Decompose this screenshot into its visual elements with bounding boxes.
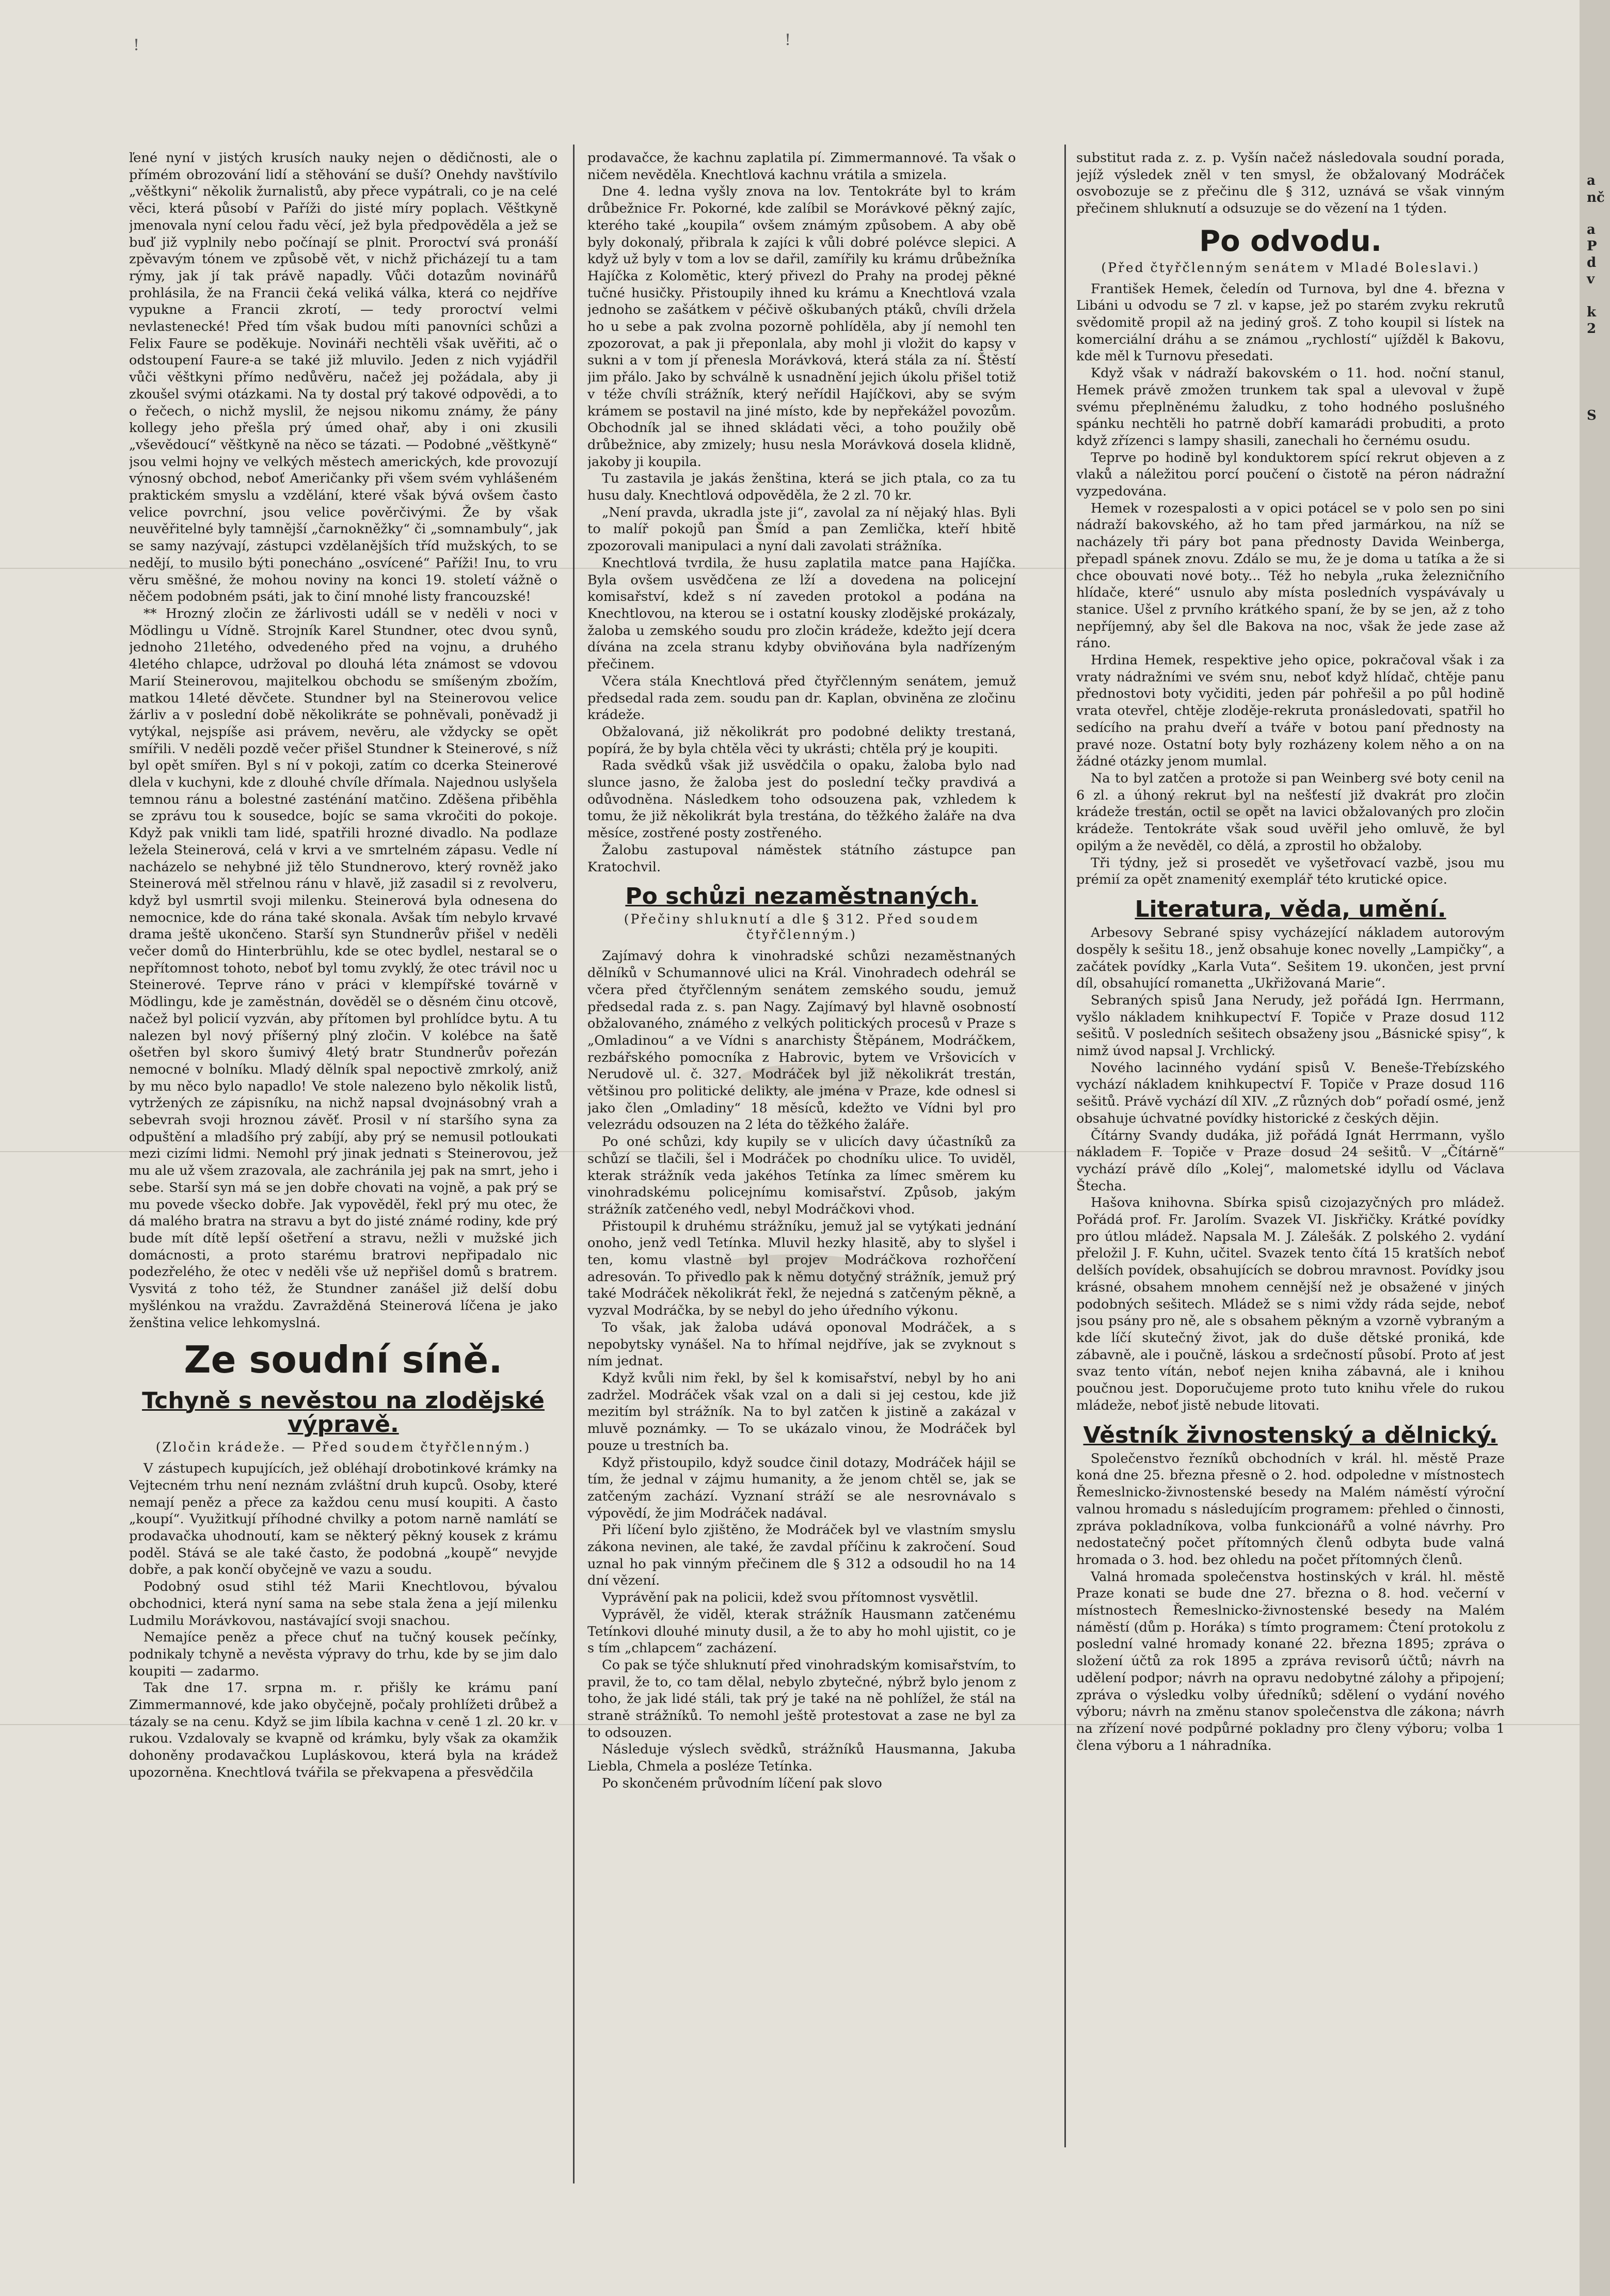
edge-fragment: 2 — [1587, 321, 1597, 337]
article-paragraph: Čítárny Svandy dudáka, již pořádá Ignát Herrmann, vyšlo nákladem F. Topiče v Praze dosud 24 sešitů. V „Čítárně“ vychází právě dílo „Kolej“, malometské idyllu od Václava Štecha. — [1076, 1127, 1505, 1194]
article-paragraph: Na to byl zatčen a protože si pan Weinberg své boty cenil na 6 zl. a úhoný rekrut byl na nešťestí již dvakrát pro zločin krádeže trestán, octil se opět na lavici obžalovaných pro zločin krádeže. Tentokráte však soud uvěřil jeho omluvě, že byl opilým a že nevěděl, co dělá, a zprostil ho obžaloby. — [1076, 771, 1505, 854]
column-left — [129, 150, 557, 2240]
article-paragraph: Tu zastavila je jakás ženština, která se jich ptala, co za tu husu daly. Knechtlová odpověděla, že 2 zl. 70 kr. — [587, 471, 1016, 504]
article-paragraph: Hašova knihovna. Sbírka spisů cizojazyčných pro mládež. Pořádá prof. Fr. Jarolím. Svazek VI. Jiskřičky. Krátké povídky pro útlou mládež. Napsala M. J. Zálešák. Z polského 2. vydání přeložil J. F. Kuhn, učitel. Svazek tento čítá 15 kratších neboť delších povídek, obsahujících se dobrou mravnost. Povídky jsou krásné, obsahem mnohem cennější než je obsažené v jiných podobných sešitech. Mládež se s nimi vždy ráda sejde, neboť jsou psány pro ně, ale s obsahem pěkným a vzorně vybraným a kde líčí skutečný život, jak do duše dětské proniká, kde zábavně, ale i poučně, láskou a srdečností působí. Proto ať jest svaz tento vítán, neboť nejen kniha zábavná, ale i knihou poučnou jest. Doporučujeme proto tuto knihu vřele do rukou mládeže, neboť jistě nebude litovati. — [1076, 1195, 1505, 1413]
article-paragraph: substitut rada z. z. p. Vyšín načež následovala soudní porada, jejíž výsledek zněl v ten smysl, že obžalovaný Modráček osvobozuje se z přečinu dle § 312, uznává se však vinným přečinem shluknutí a odsuzuje se do vězení na 1 týden. — [1076, 150, 1505, 217]
article-paragraph: Po oné schůzi, kdy kupily se v ulicích davy účastníků za schůzí se tlačili, šel i Modráček po chodníku ulice. To uviděl, kterak strážník veda jakéhos Tetínka za límec směrem ku vinohradskému policejnímu komisařství. Způsob, jakým strážník zatčeného vedl, nebyl Modráčkovi vhod. — [587, 1134, 1016, 1217]
article-paragraph: prodavačce, že kachnu zaplatila pí. Zimmermannové. Ta však o ničem nevěděla. Knechtlová kachnu vrátila a smizela. — [587, 150, 1016, 183]
article-paragraph: Podobný osud stihl též Marii Knechtlovou, bývalou obchodnici, která nyní sama na sebe stala žena a její milenku Ludmilu Morávkovou, nastávající svoji snachou. — [129, 1579, 557, 1629]
article-paragraph: Když však v nádraží bakovském o 11. hod. noční stanul, Hemek právě zmožen trunkem tak spal a ulevoval v župě svému přeplněnému žaludku, z toho hodného poslušného spánku nechtěli ho patrně dobří kamarádi probuditi, a proto když zřízenci s lampy shasili, zanechali ho černému osudu. — [1076, 365, 1505, 449]
article-paragraph: Hemek v rozespalosti a v opici potácel se v polo sen po sini nádraží bakovského, až ho tam před jarmárkou, na níž se nacházely tři páry bot pana přednosty Davida Weinberga, přepadl spánek znovu. Zdálo se mu, že je doma u tatíka a že si chce obouvati nové boty... Též ho nebyla „ruka železničního hlídače, které“ usnulo aby místa posledních vyspávávaly u stanice. Ušel z prvního krátkého spaní, že by se jen, až z toho nepříjemný, aby šel dle Bakova na noc, však že jede zase až ráno. — [1076, 500, 1505, 651]
article-subheading: (Přečiny shluknutí a dle § 312. Před soudem čtyřčlenným.) — [624, 912, 980, 943]
adjacent-page-edge — [1580, 0, 1610, 2296]
article-paragraph: Teprve po hodině byl konduktorem spící rekrut objeven a z vlaků a náležitou porcí poučení o čistotě na péron nádražní vyzpedována. — [1076, 450, 1505, 500]
article-paragraph: Nového lacinného vydání spisů V. Beneše-Třebízského vychází nákladem knihkupectví F. Topiče v Praze dosud 116 sešitů. Právě vychází díl XIV. „Z různých dob“ pořadí osmé, jenž obsahuje úchvatné povídky historické z českých dějin. — [1076, 1060, 1505, 1126]
margin-mark: ! — [785, 31, 791, 49]
article-paragraph: Tak dne 17. srpna m. r. přišly ke krámu paní Zimmermannové, kde jako obyčejně, počaly prohlížeti drůbež a tázaly se na cenu. Když se jim líbila kachna v ceně 1 zl. 20 kr. v rukou. Vzdalovaly se kvapně od krámku, byly však za okamžik dohoněny prodavačkou Lupláskovou, která byla na krádež upozorněna. Knechtlová tvářila se překvapena a přesvědčila — [129, 1680, 557, 1780]
edge-fragment: a — [1587, 222, 1596, 237]
article-paragraph: Při líčení bylo zjištěno, že Modráček byl ve vlastním smyslu zákona nevinen, ale také, že zavdal příčinu k zakročení. Soud uznal ho pak vinným přečinem dle § 312 a odsoudil ho na 14 dní vězení. — [587, 1522, 1016, 1589]
article-paragraph: Obžalovaná, již několikrát pro podobné delikty trestaná, popírá, že by byla chtěla věci ty ukrásti; chtěla prý je koupiti. — [587, 724, 1016, 757]
article-paragraph: Rada svědků však již usvědčila o opaku, žaloba bylo nad slunce jasno, že žaloba jest do poslední tečky pravdivá a odůvodněna. Následkem toho odsouzena pak, vzhledem k tomu, že již několikrát byla trestána, do těžkého žaláře na dva měsíce, zostřené posty zostřeného. — [587, 758, 1016, 841]
article-subheading: (Zločin krádeže. — Před soudem čtyřčlenným.) — [155, 1440, 531, 1455]
article-heading: Tchyně s nevěstou na zlodějské výpravě. — [142, 1387, 545, 1438]
article-paragraph: Vyprávěl, že viděl, kterak strážník Hausmann zatčenému Tetínkovi dlouhé minuty dusil, a že to aby ho mohl ujistit, co je s tím „chlapcem“ zacházení. — [587, 1606, 1016, 1656]
edge-fragment: P — [1587, 238, 1597, 254]
column-rule — [573, 145, 575, 2183]
article-heading: Po schůzi nezaměstnaných. — [625, 883, 978, 910]
edge-fragment: k — [1587, 305, 1597, 320]
article-paragraph: Když přistoupilo, když soudce činil dotazy, Modráček hájil se tím, že jednal v zájmu humanity, a že jenom chtěl se, jak se zatčeným zachází. Vyznaní stráží se ale nesrovnávalo s výpovědí, že jim Modráček nadával. — [587, 1455, 1016, 1521]
article-paragraph: Valná hromada společenstva hostinských v král. hl. městě Praze konati se bude dne 27. března o 8. hod. večerní v místnostech Řemeslnicko-živnostenské besedy na Malém náměstí (dům p. Horáka) s tímto programem: Čtení protokolu z poslední valné hromady konané 22. března 1895; zpráva o složení účtů za rok 1895 a zpráva revisorů účtů; návrh na udělení podpor; návrh na opravu nedobytné zálohy a připojení; zpráva o výsledku volby úředníků; sdělení o vydání nového výboru; návrh na změnu stanov společenstva dle zákona; návrh na zřízení nové podpůrné pokladny pro členy výboru; volba 1 člena výboru a 1 náhradníka. — [1076, 1569, 1505, 1753]
article-paragraph: Nemajíce peněz a přece chuť na tučný kousek pečínky, podnikaly tchyně a nevěsta výpravy do trhu, kde by se jim dalo koupiti — zadarmo. — [129, 1630, 557, 1679]
article-paragraph: Přistoupil k druhému strážníku, jemuž jal se vytýkati jednání onoho, jenž vedl Tetínka. Mluvil hezky hlasitě, aby to slyšel i ten, komu vlastně byl projev Modráčkova rozhořčení adresován. To přivedlo pak k němu dotyčný strážník, jemuž prý také Modráček několikrát řekl, že nejedná s zatčeným pěkně, a vyzval Modráčka, by se nebyl do jeho úředního výkonu. — [587, 1218, 1016, 1319]
article-paragraph: Společenstvo řezníků obchodních v král. hl. městě Praze koná dne 25. března přesně o 2. hod. odpoledne v místnostech Řemeslnicko-živnostenské besedy na Malém náměstí výroční valnou hromadu s následujícím programem: přehled o činnosti, zpráva pokladníkova, volba funkcionářů a volné návrhy. Pro nedostatečný počet přítomných členů odbyta bude valná hromada o 3. hod. bez ohledu na počet přítomných členů. — [1076, 1450, 1505, 1568]
article-paragraph: Následuje výslech svědků, strážníků Hausmanna, Jakuba Liebla, Chmela a posléze Tetínka. — [587, 1742, 1016, 1775]
column-rule — [1064, 145, 1066, 2147]
margin-mark: ! — [133, 36, 140, 54]
article-heading: Po odvodu. — [1199, 224, 1382, 258]
article-subheading: (Před čtyřčlenným senátem v Mladé Boleslavi.) — [1101, 260, 1480, 275]
article-paragraph: Hrdina Hemek, respektive jeho opice, pokračoval však i za vraty nádražními ve svém snu, neboť když hlídač, chtěje panu přednostovi boty vyčiditi, jeden pár pohřešil a po půl hodině vrata otevřel, chtěje zloděje-rekruta pronásledovati, spatřil ho sedícího na prahu dveří a tváře v botou paní přednosty na pravé noze. Ostatní boty byly rozházeny kolem něho a on na žádné otázky jenom mumlal. — [1076, 652, 1505, 770]
edge-fragment: a — [1587, 173, 1596, 188]
article-paragraph: Včera stála Knechtlová před čtyřčlenným senátem, jemuž předsedal rada zem. soudu pan dr. Kaplan, obviněna ze zločinu krádeže. — [587, 673, 1016, 723]
article-paragraph: „Není pravda, ukradla jste ji“, zavolal za ní nějaký hlas. Byli to malíř pokojů pan Šmíd a pan Zemlička, kteří hbitě zpozorovali manipulaci a nyní dali zavolati strážníka. — [587, 504, 1016, 554]
article-paragraph: Arbesovy Sebrané spisy vycházející nákladem autorovým dospěly k sešitu 18., jenž obsahuje konec novelly „Lampičky“, a začátek povídky „Karla Vuta“. Sešitem 19. ukončen, jest první díl, obsahující romanetta „Ukřižovaná Marie“. — [1076, 925, 1505, 992]
column-middle — [587, 150, 1016, 2173]
article-paragraph: ľené nyní v jistých krusích nauky nejen o dědičnosti, ale o přímém obrozování lidí a stěhování se duší? Onehdy navštívilo „věštkyni“ několik žurnalistů, aby přece vypátrali, co je na celé věci, která působí v Paříži do jisté míry poplach. Věštkyně jmenovala nyní celou řadu věcí, jež byla předpověděla a jež se buď již vyplnily nebo počínají se plnit. Proroctví svá pronáší zpěvavým tónem ve způsobě vět, v nichž přicházejí tu a tam rýmy, jak jí tak právě napadly. Vůči dotazům novinářů prohlásila, že na Francii čeká veliká válka, která co nejdříve vypukne a Francii zkrotí, — tedy proroctví velmi nevlastenecké! Před tím však budou míti panovníci schůzi a Felix Faure se poděkuje. Novináři nechtěli však uvěřiti, ač o odstoupení Faure-a se také již mluvilo. Jeden z nich vyjádřil vůči věštkyni přímo nedůvěru, načež jej požádala, aby ji zkoušel svými otázkami. Na ty dostal prý takové odpovědi, a to o řečech, o nichž myslil, že nejsou nikomu známy, že pány kollegy jeho přešla prý úmed ohař, aby i oni zkusili „vševědoucí“ věštkyně na něco se tázati. — Podobné „věštkyně“ jsou velmi hojny ve velkých městech amerických, kde provozují výnosný obchod, neboť Američanky při všem svém vyhlášeném praktickém smyslu a vzdělání, které však bývá ovšem často velice povrchní, jsou velice pověrčivými. Že by však neuvěřitelné byly tamnější „čarnokněžky“ či „somnambuly“, jak se samy nazývají, zástupci vzdělanějších tříd mužských, to se nedějí, to musilo býti ponecháno „osvícené“ Paříži! Inu, to vru věru směšné, že mohou noviny na konci 19. století vážně o něčem podobném psáti, jak to činí mnohé listy francouzské! — [129, 150, 557, 605]
article-paragraph: To však, jak žaloba udává oponoval Modráček, a s nepobytsky vynášel. Na to hřímal nejdříve, jak se zvyknout s ním jednat. — [587, 1319, 1016, 1369]
edge-fragment: d — [1587, 255, 1597, 270]
edge-fragment: v — [1587, 272, 1595, 287]
article-paragraph: Co pak se týče shluknutí před vinohradským komisařstvím, to pravil, že to, co tam dělal, nebylo zbytečné, nýbrž bylo jenom z toho, že jak lidé stáli, tak prý je také na ně pohlížel, že stál na straně strážníků. To nemohl ještě protestovat a zase ne byl za to odsouzen. — [587, 1657, 1016, 1741]
article-paragraph: Sebraných spisů Jana Nerudy, jež pořádá Ign. Herrmann, vyšlo nákladem knihkupectví F. Topiče v Praze dosud 112 sešitů. V posledních sešitech obsaženy jsou „Básnické spisy“, k nimž úvod napsal J. Vrchlický. — [1076, 992, 1505, 1059]
article-paragraph: Vyprávění pak na policii, kdež svou přítomnost vysvětlil. — [602, 1590, 979, 1606]
article-paragraph: Po skončeném průvodním líčení pak slovo — [602, 1775, 882, 1791]
edge-fragment: nč — [1587, 190, 1605, 205]
section-heading-trade: Věstník živnostenský a dělnický. — [1083, 1422, 1498, 1448]
column-right — [1076, 150, 1505, 2173]
section-heading-literature: Literatura, věda, umění. — [1135, 896, 1446, 922]
article-paragraph: Když kvůli nim řekl, by šel k komisařství, nebyl by ho ani zadržel. Modráček však vzal on a dali si jej cestou, kde již mezitím byl strážník. Na to byl zatčen k jistině a zakázal v mluvě poznámky. — To se ukázalo vinou, že Modráček byl pouze u trestních ba. — [587, 1370, 1016, 1454]
article-paragraph: Dne 4. ledna vyšly znova na lov. Tentokráte byl to krám drůbežnice Fr. Pokorné, kde zalíbil se Morávkové pěkný zajíc, kterého také „koupila“ ovšem známým způsobem. A aby obě byly dokonalý, přibrala k zajíci k vůli dobré polévce slepici. A když už byly v tom a lov se dařil, zamířily ku krámu drůbežníka Hajíčka z Kolomětic, který přivezl do Prahy na prodej pěkné tučné husičky. Přistoupily ihned ku krámu a Knechtlová vzala jednoho se zašátkem v péčivě oškubaných ptáků, chvíli držela ho u sebe a pak zvolna pozorně pohlíděla, aby jí nemohl ten zpozorovat, a pak ji přeponlala, aby mohl ji vložit do kapsy v sukni a v tom jí přenesla Morávková, která stála za ní. Štěstí jim přálo. Jako by schválně k usnadnění jejich úkolu přišel totiž v téže chvíli strážník, který neřídil Hajíčkovi, aby se svým krámem se postavil na jiné místo, kde by nepřekážel povozům. Obchodník jal se ihned skládati věci, a toho použily obě drůbežnice, aby zmizely; husu nesla Morávková dosela klidně, jakoby ji koupila. — [587, 184, 1016, 470]
article-paragraph: Tři týdny, jež si prosedět ve vyšetřovací vazbě, jsou mu prémií za opět znamenitý exemplář této krutické opice. — [1076, 855, 1505, 888]
article-paragraph: Knechtlová tvrdila, že husu zaplatila matce pana Hajíčka. Byla ovšem usvědčena ze lží a dovedena na policejní komisařství, kdež s ní zaveden protokol a podána na Knechtlovou, na kterou se i ostatní kousky zlodějské prokázaly, žaloba u zemského soudu pro zločin krádeže, kdežto její dcera dívána na zcela stranu kdyby obviňována byla nadřízeným přečinem. — [587, 555, 1016, 673]
article-paragraph: Žalobu zastupoval náměstek státního zástupce pan Kratochvil. — [587, 842, 1016, 875]
article-paragraph: ** Hrozný zločin ze žárlivosti událl se v neděli v noci v Mödlingu u Vídně. Strojník Karel Stundner, otec dvou synů, jednoho 21letého, odvedeného před na vojnu, a druhého 4letého chlapce, udržoval po dlouhá léta známost se vdovou Marií Steinerovou, majitelkou obchodu se smíšeným zbožím, matkou 14leté děvčete. Stundner byl na Steinerovou velice žárliv a v poslední době několikráte se pohněvali, poněvadž ji vytýkal, nejspíše asi právem, nevěru, ale vždycky se opět smířili. V neděli pozdě večer přišel Stundner k Steinerové, s níž byl opět smířen. Byl s ní v pokoji, zatím co dcerka Steinerové dlela v kuchyni, kde z dlouhé chvíle dřímala. Najednou uslyšela temnou ránu a bolestné zasténání matčino. Zděšena přiběhla se zprávu tou k sousedce, bojíc se sama vkročiti do pokoje. Když pak vnikli tam lidé, spatřili hrozné divadlo. Na podlaze ležela Steinerová, celá v krvi a ve smrtelném zápasu. Vedle ní nacházelo se nehybné již tělo Stundnerovo, který rovněž jako Steinerová měl střelnou ránu v hlavě, již zasadil si z revolveru, když byl usmrtil svoji milenku. Steinerová byla odnesena do nemocnice, kde do rána také skonala. Avšak tím nebylo krvavé drama ještě ukončeno. Starší syn Stundnerův přišel v neděli večer domů do Hinterbrühlu, kde se otec bydlel, nestaral se o nepřítomnost tohoto, neboť byl tomu zvyklý, že otec trávil noc u Steinerové. Teprve ráno v práci v klempířské továrně v Mödlingu, kde je zaměstnán, dověděl se o děsném činu otcově, načež byl policií vyzván, aby přítomen byl prohlídce bytu. A tu nalezen byl nový příšerný plný zločin. V kolébce na šatě ošetřen byl skoro šumivý 4letý bratr Stundnerův pořezán nemocné v bolníku. Mladý dělník spal nepoctivě zmrkolý, aniž by mu něco bylo napadlo! Ve stole nalezeno bylo několik listů, vytržených ze zápisníku, na nichž napsal dvojnásobný vrah a sebevrah svoji hroznou závěť. Prosil v ní staršího syna za odpuštění a mladšího prý zabíjí, aby prý se nemusil potloukati mezi cizími lidmi. Nemohl prý jinak jednati s Steinerovou, jež mu ale už všem zrazovala, ale zachránila jej pak na smrt, jeho i sebe. Starší syn má se jen dobře chovati na vojně, a pak prý se mu povede všecko dobře. Jak vypověděl, řekl prý mu otec, že dá malého bratra na stravu a byt do jisté známé rodiny, kde prý bude mít dítě lepší ošetření a stravu, nežli v mužské jich domácnosti, a proto starému bratrovi nepřipadalo nic podezřelého, že otec v neděli vše už nepřišel domů s bratrem. Vysvitá z toho též, že Stundner zanášel již delší dobu myšlénkou na vraždu. Zavražděná Steinerová líčena je jako ženština velice lehkomyslná. — [129, 605, 557, 1331]
article-paragraph: Zajímavý dohra k vinohradské schůzi nezaměstnaných dělníků v Schumannové ulici na Král. Vinohradech odehrál se včera před čtyřčlenným senátem zemského soudu, jemuž předsedal rada z. s. pan Nagy. Zajímavý byl hlavně osobností obžalovaného, známého z velkých politických procesů v Praze s „Omladinou“ a ve Vídni s anarchisty Štěpánem, Modráčkem, rezbářského pomocníka z Habrovic, bytem ve Vršovicích v Nerudově ul. č. 327. Modráček byl již několikrát trestán, většinou pro politické delikty, ale jména v Praze, kde odnesl si jako člen „Omladiny“ 18 měsíců, kdežto ve Vídni byl pro velezrádu odsouzen na 2 léta do těžkého žaláře. — [587, 948, 1016, 1133]
edge-fragment: S — [1587, 408, 1597, 423]
article-paragraph: V zástupech kupujících, jež obléhají drobotinkové krámky na Vejtecném trhu není neznám zvláštní druh kupců. Osoby, které nemají peněz a přece za každou cenu musí koupiti. A často „koupí“. Využitkují příhodné chvilky a potom narně namlátí se prodavačka uhodnoutí, kam se některý pěkný kousek z krámu poděl. Stává se ale také často, že podobná „koupě“ nevyjde dobře, a pak končí obyčejně ve vazu a soudu. — [129, 1461, 557, 1578]
section-heading-court: Ze soudní síně. — [184, 1338, 503, 1382]
article-paragraph: František Hemek, čeledín od Turnova, byl dne 4. března v Libáni u odvodu se 7 zl. v kapse, jež po starém zvyku rekrutů svědomitě propil až na jediný groš. Z toho koupil si lístek na komerciální dráhu a se známou „rychlostí“ ujížděl k Bakovu, kde měl k Turnovu přesedati. — [1076, 281, 1505, 364]
